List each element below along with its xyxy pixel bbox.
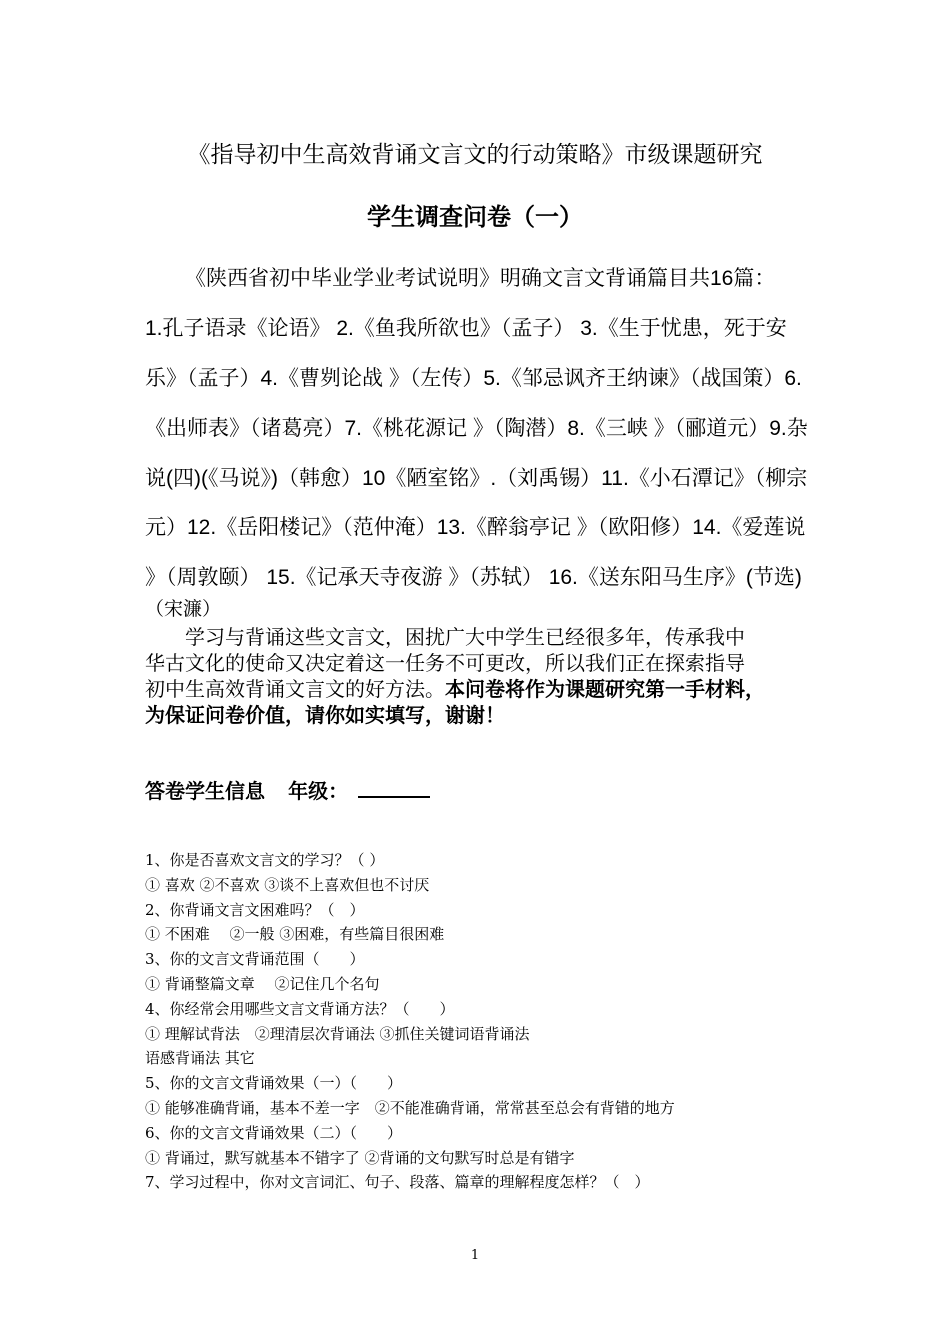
question-item: 1、你是否喜欢文言文的学习？（ ） bbox=[145, 851, 385, 869]
paragraph-bold-text: 本问卷将作为课题研究第一手材料， bbox=[445, 679, 765, 701]
paragraph-bold-line: 为保证问卷价值，请你如实填写，谢谢！ bbox=[145, 705, 505, 727]
paragraph-line: 学习与背诵这些文言文，困扰广大中学生已经很多年，传承我中 bbox=[185, 627, 745, 649]
intro-line: 乐》（孟子）4.《曹刿论战 》（左传）5.《邹忌讽齐王纳谏》（战国策）6. bbox=[145, 367, 802, 390]
intro-line: 说(四)(《马说》)（韩愈）10《陋室铭》.（刘禹锡）11.《小石潭记》（柳宗 bbox=[145, 467, 808, 490]
document-title: 《指导初中生高效背诵文言文的行动策略》市级课题研究 bbox=[187, 142, 763, 168]
student-info-label: 答卷学生信息 bbox=[145, 781, 265, 803]
intro-line: 元）12.《岳阳楼记》（范仲淹）13.《醉翁亭记 》（欧阳修）14.《爱莲说 bbox=[145, 516, 806, 539]
paragraph-line bbox=[145, 677, 825, 703]
question-options: ① 理解试背法 ②理清层次背诵法 ③抓住关键词语背诵法 bbox=[145, 1024, 530, 1043]
page-number: 1 bbox=[470, 1248, 480, 1263]
question-list bbox=[145, 848, 845, 1195]
intro-line: 1.孔子语录《论语》 2.《鱼我所欲也》（孟子） 3.《生于忧患，死于安 bbox=[145, 317, 787, 340]
intro-line: 》（周敦颐） 15.《记承天寺夜游 》（苏轼） 16.《送东阳马生序》(节选) bbox=[145, 566, 802, 589]
question-options: ① 不困难 ②一般 ③困难，有些篇目很困难 bbox=[145, 925, 445, 944]
intro-line: 《陕西省初中毕业学业考试说明》明确文言文背诵篇目共16篇： bbox=[185, 267, 776, 290]
intro-line: 《出师表》（诸葛亮）7.《桃花源记 》（陶潜）8.《三峡 》（郦道元）9.杂 bbox=[145, 417, 808, 440]
question-item: 3、你的文言文背诵范围（ ） bbox=[145, 950, 365, 969]
question-item: 5、你的文言文背诵效果（一）（ ） bbox=[145, 1074, 403, 1093]
intro-line: （宋濂） bbox=[145, 599, 222, 620]
question-options: ① 背诵整篇文章 ②记住几个名句 bbox=[145, 974, 380, 993]
paragraph-text: 初中生高效背诵文言文的好方法。 bbox=[145, 679, 445, 701]
question-options: 语感背诵法 其它 bbox=[145, 1049, 255, 1068]
description-paragraph bbox=[145, 625, 825, 729]
question-options: ① 背诵过，默写就基本不错字了 ②背诵的文句默写时总是有错字 bbox=[145, 1148, 575, 1167]
grade-label: 年级： bbox=[288, 781, 349, 803]
questionnaire-subtitle: 学生调查问卷（一） bbox=[367, 204, 583, 231]
question-item: 2、你背诵文言文困难吗？（ ） bbox=[145, 900, 365, 919]
grade-blank-field[interactable] bbox=[358, 774, 430, 798]
question-options: ① 喜欢 ②不喜欢 ③谈不上喜欢但也不讨厌 bbox=[145, 875, 430, 894]
question-item: 4、你经常会用哪些文言文背诵方法？（ ） bbox=[145, 999, 455, 1018]
question-item: 6、你的文言文背诵效果（二）（ ） bbox=[145, 1123, 403, 1142]
student-info bbox=[145, 774, 430, 807]
question-options: ① 能够准确背诵，基本不差一字 ②不能准确背诵，常常甚至总会有背错的地方 bbox=[145, 1098, 675, 1117]
paragraph-line: 华古文化的使命又决定着这一任务不可更改，所以我们正在探索指导 bbox=[145, 653, 745, 675]
question-item: 7、学习过程中，你对文言词汇、句子、段落、篇章的理解程度怎样？（ ） bbox=[145, 1173, 650, 1192]
